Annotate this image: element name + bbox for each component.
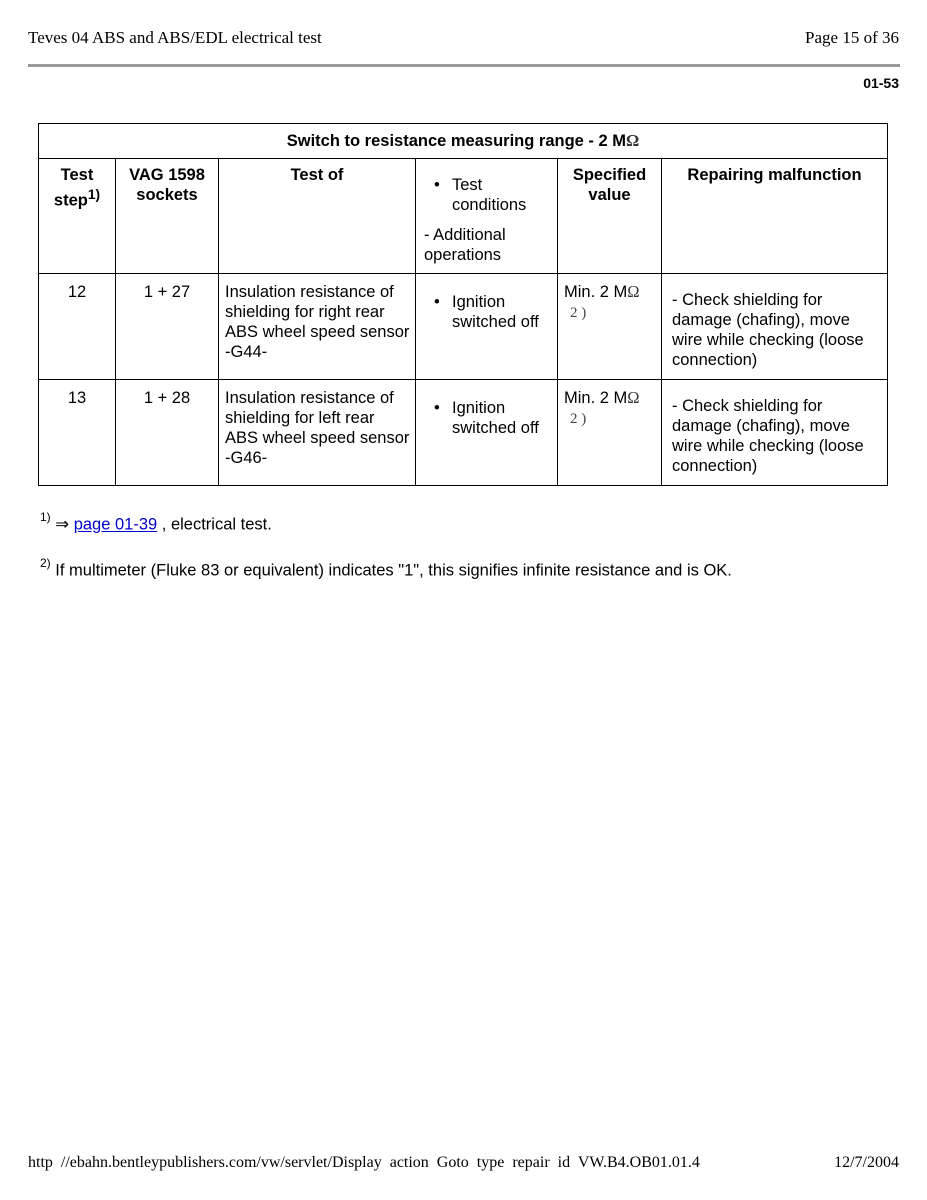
col-specified-value: Specified value: [558, 159, 662, 274]
arrow-right-icon: ⇒: [55, 515, 70, 534]
document-title: Teves 04 ABS and ABS/EDL electrical test: [28, 28, 322, 47]
condition-cell: [416, 380, 558, 486]
specified-value-cell: [558, 274, 662, 380]
table-header-row: [39, 159, 888, 274]
footnote-ref-1: 1): [87, 187, 101, 202]
sockets-cell: 1 + 27: [116, 274, 219, 380]
footnote-1-text: , electrical test.: [161, 515, 272, 534]
additional-ops-label: - Additional operations: [424, 226, 506, 264]
condition-text: Ignition switched off: [452, 293, 539, 331]
spec-text: Min. 2 M: [564, 283, 628, 301]
measuring-range-banner: [39, 124, 888, 159]
specified-value-cell: [558, 380, 662, 486]
banner-text: Switch to resistance measuring range - 2 M: [286, 132, 627, 150]
col-conditions: [416, 159, 558, 274]
test-step-cell: 12: [39, 274, 116, 380]
repair-cell: - Check shielding for damage (chafing), move wire while checking (loose connection): [662, 274, 888, 380]
ohm-symbol: Ω: [626, 131, 640, 150]
test-of-cell: Insulation resistance of shielding for right rear ABS wheel speed sensor -G44-: [219, 274, 416, 380]
bullet-icon: •: [434, 399, 440, 417]
footnote-2-text: If multimeter (Fluke 83 or equivalent) indicates "1", this signifies infinite resistance and is OK.: [55, 561, 732, 580]
sockets-cell: 1 + 28: [116, 380, 219, 486]
footer-date: 12/7/2004: [834, 1154, 899, 1171]
col-test-step-label: Test step: [53, 166, 94, 210]
repair-cell: - Check shielding for damage (chafing), move wire while checking (loose connection): [662, 380, 888, 486]
condition-cell: [416, 274, 558, 380]
footnote-2: [40, 558, 732, 581]
col-sockets: VAG 1598 sockets: [116, 159, 219, 274]
bullet-icon: •: [434, 176, 440, 194]
col-test-of: Test of: [219, 159, 416, 274]
ohm-symbol: Ω: [627, 388, 640, 407]
footer-url: http //ebahn.bentleypublishers.com/vw/servlet/Display action Goto type repair id VW.B4.OB01.01.4: [28, 1154, 700, 1171]
test-step-cell: 13: [39, 380, 116, 486]
footnote-2-marker: 2): [40, 556, 51, 570]
table-row: [39, 380, 888, 486]
footnote-ref-2: 2 ): [570, 305, 587, 321]
test-of-cell: Insulation resistance of shielding for left rear ABS wheel speed sensor -G46-: [219, 380, 416, 486]
spec-text: Min. 2 M: [564, 389, 628, 407]
bullet-icon: •: [434, 293, 440, 311]
page-number: Page 15 of 36: [805, 28, 899, 47]
page-01-39-link[interactable]: page 01-39: [73, 515, 158, 534]
footnote-ref-2: 2 ): [570, 411, 587, 427]
conditions-label: Test conditions: [452, 176, 527, 214]
col-repairing-malfunction: Repairing malfunction: [662, 159, 888, 274]
conditions-header: [416, 159, 557, 215]
section-number: 01-53: [863, 75, 899, 91]
test-procedure-table: [38, 123, 888, 486]
footnote-1-marker: 1): [40, 510, 51, 524]
ohm-symbol: Ω: [627, 282, 640, 301]
table-banner-row: [39, 124, 888, 159]
condition-text: Ignition switched off: [452, 399, 539, 437]
table-row: [39, 274, 888, 380]
footnote-1: [40, 512, 272, 535]
header-divider: [28, 64, 900, 67]
col-test-step: [39, 159, 116, 274]
